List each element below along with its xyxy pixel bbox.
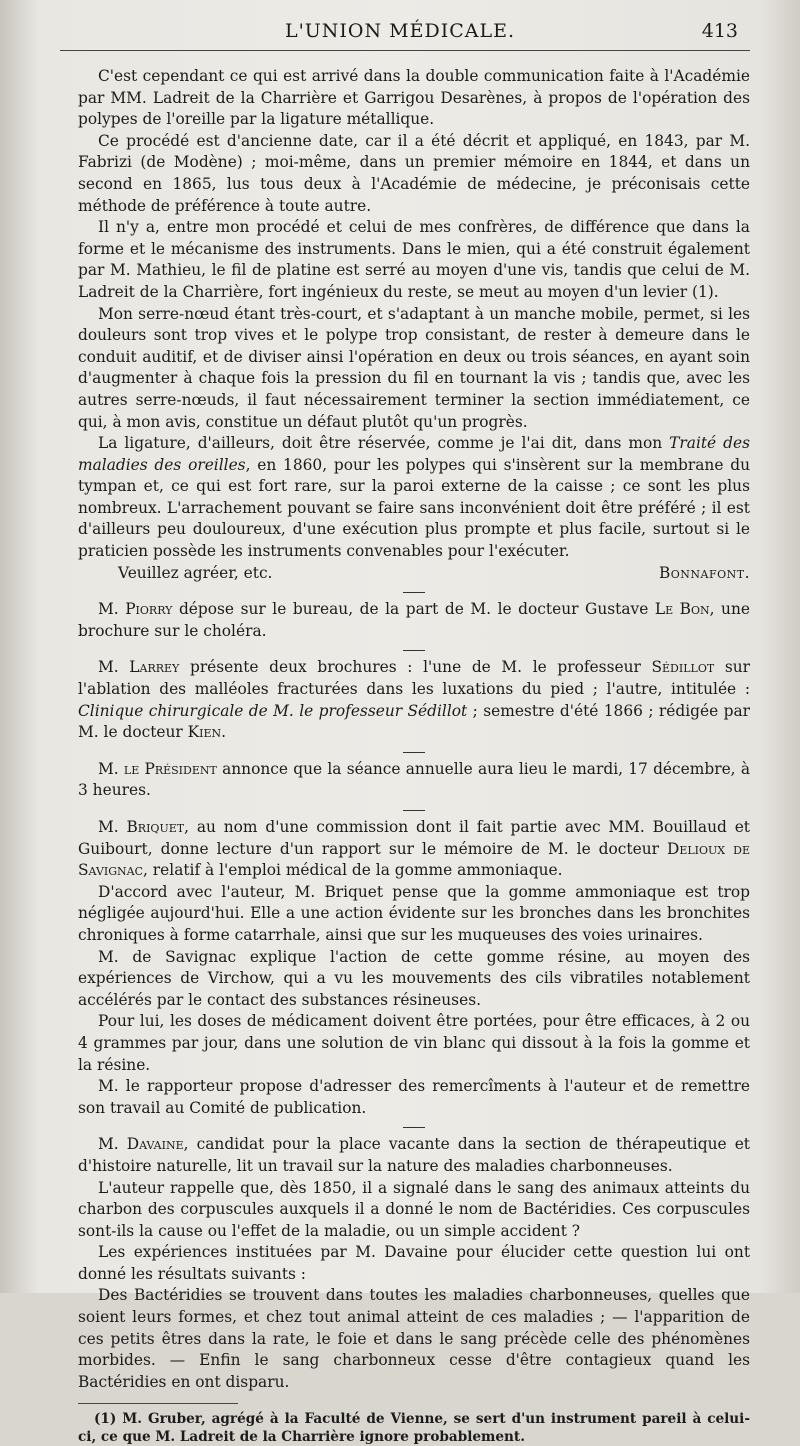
footnote-rule — [78, 1403, 238, 1404]
davaine-paragraph-2: L'auteur rappelle que, dès 1850, il a signalé dans le sang des animaux atteints du charbon des corpuscules auxquels il a donné le nom de Bactéridies. Ces corpuscules sont-ils la cause ou l'effet de la maladie, ou un simple accident ? — [78, 1178, 750, 1240]
signoff-text: Veuillez agréer, etc. — [118, 563, 273, 582]
delioux-name: Delioux de Savignac — [78, 839, 750, 880]
le-bon-name: Le Bon — [654, 600, 710, 619]
davaine-paragraph-3: Les expériences instituées par M. Davaine pour élucider cette question lui ont donné les résultats suivants : — [78, 1243, 750, 1283]
page-number: 413 — [701, 20, 738, 42]
president-text: annonce que la séance annuelle aura lieu le mardi, 17 décembre, à 3 heures. — [78, 759, 750, 800]
paragraph-3: Il n'y a, entre mon procédé et celui de mes confrères, de différence que dans la forme et le mécanisme des instruments. Dans le mien, qui a été construit également par M. Mathieu, le fil de platine est serré au moyen d'une vis, tandis que celui de M. Ladreit de la Charrière, fort ingénieux du reste, se meut au moyen d'un levier (1). — [78, 218, 750, 301]
larrey-paragraph — [78, 657, 750, 743]
clinique-title: Clinique chirurgicale de M. le professeur Sédillot — [78, 701, 468, 720]
briquet-paragraph-3: M. de Savignac explique l'action de cette gomme résine, au moyen des expériences de Virchow, qui a vu les mouvements des cils vibratiles notablement accélérés par le contact des substances résineuses. — [78, 947, 750, 1009]
journal-title: L'UNION MÉDICALE. — [284, 20, 516, 42]
section-separator — [403, 1127, 425, 1128]
davaine-paragraph — [78, 1134, 750, 1177]
briquet-name: M. Briquet — [98, 818, 185, 836]
treatise-title: Traité des maladies des oreilles — [78, 434, 750, 474]
section-separator — [403, 650, 425, 651]
letter-signoff — [78, 563, 750, 585]
footnote: (1) M. Gruber, agrégé à la Faculté de Vienne, se sert d'un instrument pareil à celui-ci, ce que M. Ladreit de la Charrière ignore probablement. — [78, 1411, 750, 1446]
section-separator — [403, 592, 425, 593]
larrey-text-b: sur l'ablation des malléoles fracturées dans les luxations du pied ; l'autre, intitulée : — [78, 658, 750, 699]
paragraph-5-start: La ligature, d'ailleurs, doit être réservée, comme je l'ai dit, dans mon — [98, 434, 670, 453]
section-separator — [403, 810, 425, 811]
davaine-text-a: , candidat pour la place vacante dans la section de thérapeutique et d'histoire naturelle, lit un travail sur la nature des maladies charbonneuses. — [78, 1135, 750, 1175]
briquet-text-a: , au nom d'une commission dont il fait partie avec MM. Bouillaud et Guibourt, donne lecture d'un rapport sur le mémoire de M. le docteur — [78, 818, 750, 858]
signature-name: Bonnafont. — [658, 563, 750, 582]
davaine-paragraph-4: Des Bactéridies se trouvent dans toutes les maladies charbonneuses, quelles que soient leurs formes, et chez tout animal atteint de ces maladies ; — l'apparition de ces petits êtres dans la rate, le foie et dans le sang précède celle des phénomènes morbides. — Enfin le sang charbonneux cesse d'être contagieux quand les Bactéridies en ont disparu. — [78, 1286, 750, 1391]
paragraph-4: Mon serre-nœud étant très-court, et s'adaptant à un manche mobile, permet, si les douleurs sont trop vives et le polype trop consistant, de rester à demeure dans le conduit auditif, et de diviser ainsi l'opération en deux ou trois séances, en ayant soin d'augmenter à chaque fois la pression du fil en tournant la vis ; tandis que, avec les autres serre-nœuds, il faut nécessairement terminer la section immédiatement, ce qui, à mon avis, constitue un défaut plutôt qu'un progrès. — [78, 304, 750, 431]
larrey-text-d: . — [221, 723, 227, 742]
briquet-paragraph-4: Pour lui, les doses de médicament doivent être portées, pour être efficaces, à 2 ou 4 grammes par jour, dans une solution de vin blanc qui dissout à la fois la gomme et la résine. — [78, 1012, 750, 1074]
paragraph-2: Ce procédé est d'ancienne date, car il a été décrit et appliqué, en 1843, par M. Fabrizi (de Modène) ; moi-même, dans un premier mémoire en 1844, et dans un second en 1865, lus tous deux à l'Académie de médecine, je préconisais cette méthode de préférence à toute autre. — [78, 131, 750, 215]
piorry-text-a: dépose sur le bureau, de la part de M. le docteur Gustave — [172, 600, 655, 619]
president-paragraph — [78, 759, 750, 802]
paragraph-1: C'est cependant ce qui est arrivé dans la double communication faite à l'Académie par MM. Ladreit de la Charrière et Garrigou Desarènes, à propos de l'opération des polypes de l'oreille par la ligature métallique. — [78, 67, 750, 129]
briquet-paragraph-5: M. le rapporteur propose d'adresser des remercîments à l'auteur et de remettre son travail au Comité de publication. — [78, 1077, 750, 1117]
briquet-paragraph-2: D'accord avec l'auteur, M. Briquet pense que la gomme ammoniaque est trop négligée aujourd'hui. Elle a une action évidente sur les bronches dans les bronchites chroniques à forme catarrhale, ainsi que sur les muqueuses des voies urinaires. — [78, 882, 750, 944]
larrey-text-c: ; semestre d'été 1866 ; rédigée par M. le docteur — [78, 701, 751, 742]
paragraph-5 — [78, 433, 750, 563]
briquet-paragraph — [78, 817, 750, 882]
piorry-paragraph — [78, 599, 750, 642]
sedillot-name: Sédillot — [651, 658, 715, 677]
paragraph-5-end: , en 1860, pour les polypes qui s'insèrent sur la membrane du tympan et, ce qui est fort rare, sur la paroi externe de la caisse ; ce sont les plus nombreux. L'arrachement pouvant se faire sans inconvénient doit être préféré ; il est d'ailleurs peu douloureux, d'une exécution plus prompte et plus facile, surtout si le praticien possède les instruments convenables pour l'exécuter. — [78, 455, 750, 561]
briquet-text-b: , relatif à l'emploi médical de la gomme ammoniaque. — [143, 861, 563, 880]
page-header — [0, 20, 800, 50]
header-rule — [60, 50, 750, 51]
piorry-text-b: , une brochure sur le choléra. — [78, 600, 750, 640]
larrey-name: M. Larrey — [98, 658, 180, 677]
piorry-name: M. Piorry — [98, 600, 173, 619]
article-body — [78, 66, 750, 1446]
president-name: M. le Président — [98, 759, 217, 778]
davaine-name: M. Davaine — [98, 1135, 184, 1154]
kien-name: Kien — [187, 723, 222, 742]
larrey-text-a: présente deux brochures : l'une de M. le professeur — [179, 658, 652, 677]
section-separator — [403, 752, 425, 753]
